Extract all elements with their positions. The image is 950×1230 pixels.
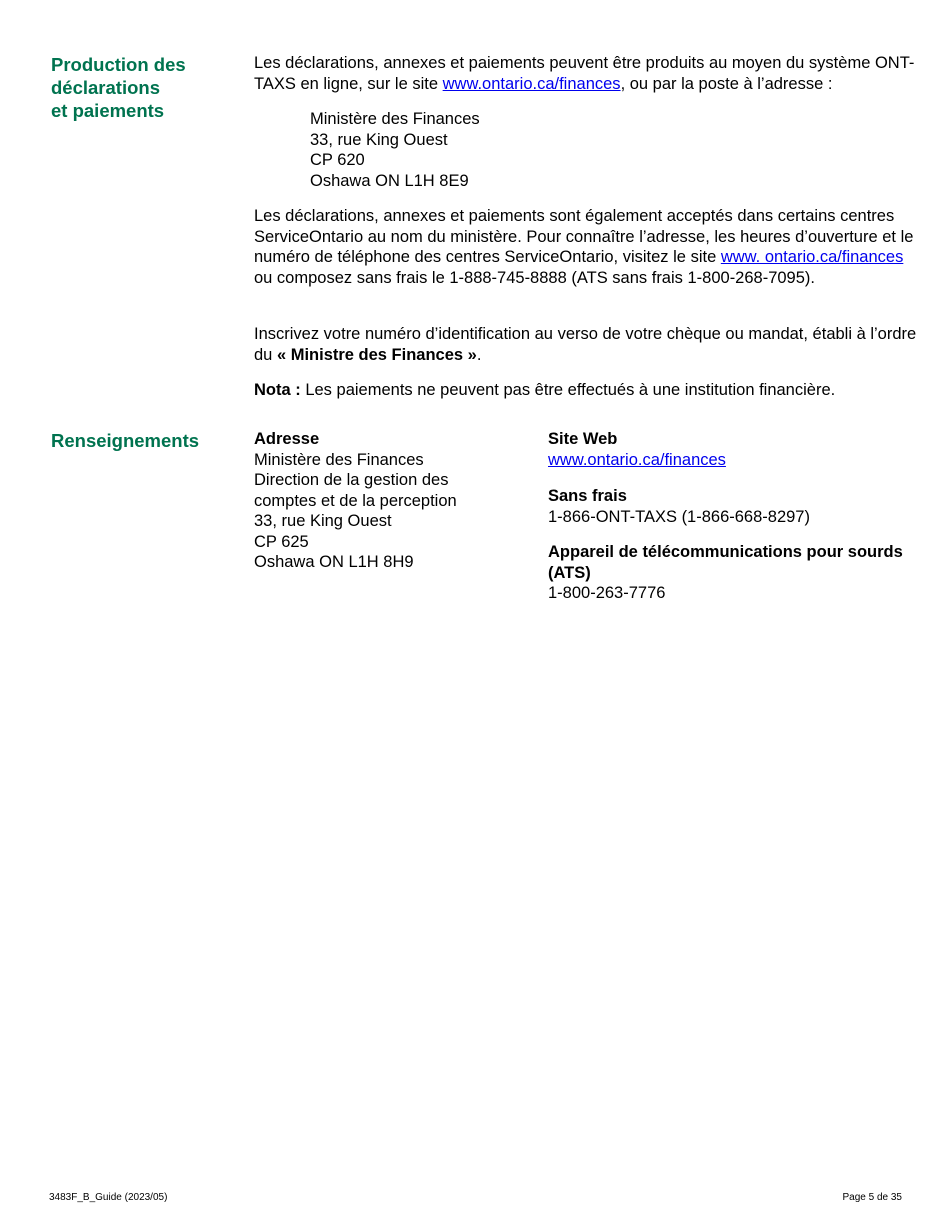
filing-intro-text-end: , ou par la poste à l’adresse : bbox=[620, 74, 833, 93]
note-text: Les paiements ne peuvent pas être effectués à une institution financière. bbox=[300, 381, 836, 399]
note-label: Nota : bbox=[254, 381, 301, 399]
tty-label-line: (ATS) bbox=[548, 563, 591, 582]
filing-heading-line: Production des bbox=[51, 54, 186, 75]
filing-intro-text: Les déclarations, annexes et paiements peuvent être produits au moyen du système ONT-TAXS en ligne, sur le site bbox=[254, 54, 915, 93]
footer-page-number: Page 5 de 35 bbox=[842, 1192, 902, 1203]
tollfree-block bbox=[548, 486, 928, 527]
mailing-address-line: CP 620 bbox=[310, 151, 365, 169]
tty-block bbox=[548, 542, 938, 604]
mailing-address-line: Ministère des Finances bbox=[310, 110, 480, 128]
tollfree-number: 1-866-ONT-TAXS (1-866-668-8297) bbox=[548, 507, 810, 526]
mailing-address-line: 33, rue King Ouest bbox=[310, 130, 448, 149]
mailing-address bbox=[310, 109, 480, 191]
payee-name: « Ministre des Finances » bbox=[276, 345, 477, 364]
address-label: Adresse bbox=[254, 430, 320, 448]
serviceontario-text-end: ou composez sans frais le 1-888-745-8888 (ATS sans frais 1-800-268-7095). bbox=[254, 268, 815, 287]
cheque-paragraph bbox=[254, 324, 919, 365]
tty-number: 1-800-263-7776 bbox=[548, 584, 666, 602]
tollfree-label: Sans frais bbox=[548, 487, 627, 505]
cheque-text-end: . bbox=[476, 345, 482, 364]
note-paragraph bbox=[254, 380, 919, 401]
serviceontario-link[interactable]: www. ontario.ca/finances bbox=[720, 248, 904, 266]
address-line: CP 625 bbox=[254, 532, 309, 551]
info-address-block bbox=[254, 429, 534, 573]
address-line: Oshawa ON L1H 8H9 bbox=[254, 553, 414, 571]
filing-heading-line: déclarations bbox=[51, 77, 160, 98]
website-label: Site Web bbox=[548, 430, 618, 448]
footer-doc-id: 3483F_B_Guide (2023/05) bbox=[49, 1192, 168, 1203]
cheque-text: Inscrivez votre numéro d’identification au verso de votre chèque ou mandat, établi à l’ordre du bbox=[254, 325, 917, 364]
ontario-finances-link[interactable]: www.ontario.ca/finances bbox=[442, 74, 621, 93]
filing-heading-line: et paiements bbox=[51, 100, 165, 121]
address-line: comptes et de la perception bbox=[254, 491, 457, 510]
address-line: Ministère des Finances bbox=[254, 450, 424, 469]
tty-label-line: Appareil de télécommunications pour sourds bbox=[548, 543, 903, 561]
address-line: 33, rue King Ouest bbox=[254, 512, 392, 530]
info-section-heading: Renseignements bbox=[51, 430, 200, 451]
website-link[interactable]: www.ontario.ca/finances bbox=[548, 450, 726, 469]
serviceontario-paragraph bbox=[254, 206, 919, 288]
address-line: Direction de la gestion des bbox=[254, 471, 449, 489]
mailing-address-line: Oshawa ON L1H 8E9 bbox=[310, 171, 469, 190]
serviceontario-text: Les déclarations, annexes et paiements sont également acceptés dans certains centres ServiceOntario au nom du ministère. Pour connaître l’adresse, les heures d’ouverture et le numéro de téléphone des centres ServiceOntario, visitez le site bbox=[254, 207, 914, 266]
filing-section-heading bbox=[51, 53, 241, 122]
filing-intro-paragraph bbox=[254, 53, 919, 94]
website-block bbox=[548, 429, 928, 470]
